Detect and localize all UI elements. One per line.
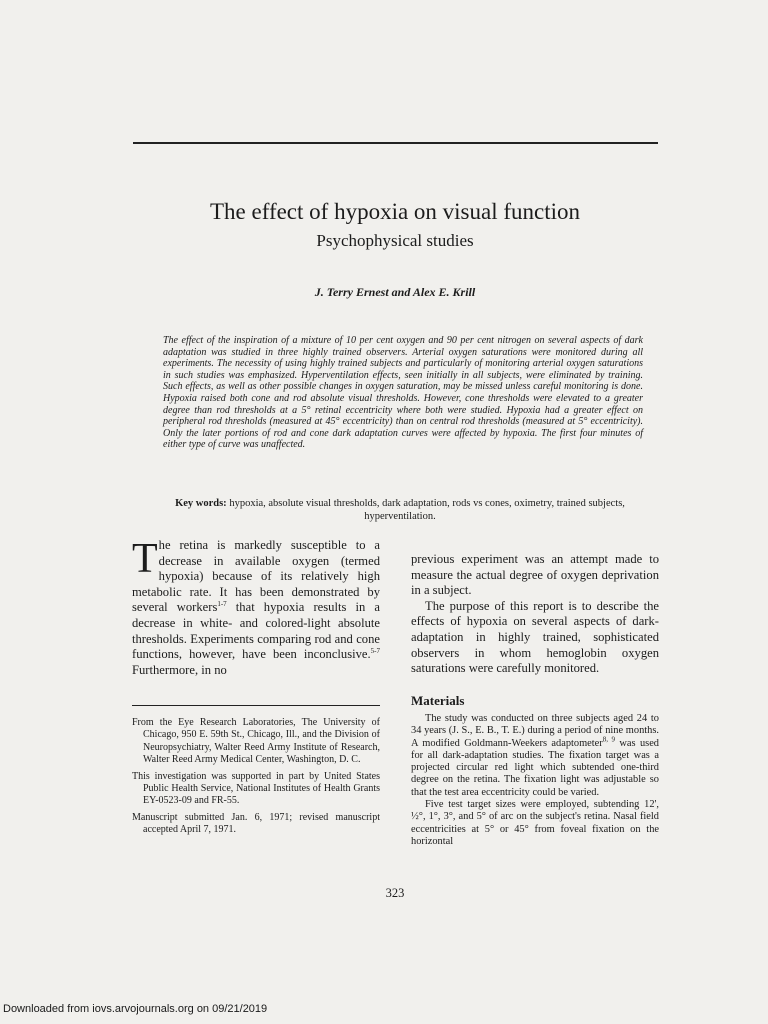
keywords-text: hypoxia, absolute visual thresholds, dark adaptation, rods vs cones, oximetry, trained subjects, hyperventilation.	[229, 498, 625, 522]
reference-superscript: 8, 9	[602, 735, 616, 744]
materials-paragraph-1	[411, 713, 659, 799]
right-paragraph-1: previous experiment was an attempt made to measure the actual degree of oxygen deprivation in a subject.	[411, 552, 659, 598]
keywords-label: Key words:	[175, 498, 227, 509]
intro-column	[132, 538, 380, 678]
intro-text-c: Furthermore, in no	[132, 662, 227, 677]
article-title: The effect of hypoxia on visual function	[209, 199, 581, 224]
intro-text-b: that hypoxia results in a decrease in white- and colored-light absolute thresholds. Experiments comparing rod and cone functions, however, have been inconclusive.	[132, 600, 380, 662]
footnote-support: This investigation was supported in part by United States Public Health Service, National Institutes of Health Grants EY-0523-09 and FR-55.	[132, 770, 380, 807]
download-watermark: Downloaded from iovs.arvojournals.org on 09/21/2019	[3, 1003, 268, 1015]
footnote-submitted: Manuscript submitted Jan. 6, 1971; revised manuscript accepted April 7, 1971.	[132, 811, 380, 836]
right-column	[411, 552, 659, 677]
materials-section	[411, 713, 659, 848]
reference-superscript: 5-7	[370, 646, 380, 655]
top-rule	[133, 142, 658, 144]
keywords	[170, 497, 630, 523]
footnote-affiliation: From the Eye Research Laboratories, The University of Chicago, 950 E. 59th St., Chicago, Ill., and the Division of Neuropsychiatry, Walter Reed Army Institute of Research, Walter Reed Army Medical Center, Washington, D. C.	[132, 717, 380, 766]
page-number: 323	[385, 886, 405, 900]
intro-paragraph	[132, 538, 380, 678]
article-authors: J. Terry Ernest and Alex E. Krill	[314, 285, 476, 299]
abstract: The effect of the inspiration of a mixture of 10 per cent oxygen and 90 per cent nitrogen on several aspects of dark adaptation was studied in three highly trained observers. Arterial oxygen saturations were monitored during all experiments. The necessity of using highly trained subjects and particularly of monitoring arterial oxygen saturations in such studies was emphasized. Hyperventilation effects, seen initially in all subjects, were eliminated by training. Such effects, as well as other possible changes in oxygen saturation, may be missed unless careful monitoring is done. Hypoxia raised both cone and rod absolute visual thresholds. However, cone thresholds were elevated to a greater degree than rod thresholds at a 5° retinal eccentricity where both were studied. Hypoxia had a greater effect on peripheral rod thresholds (measured at 45° eccentricity) than on central rod thresholds (measured at 5° eccentricity). Only the later portions of rod and cone dark adaptation curves were affected by hypoxia. The first four minutes of either type of curve was unaffected.	[163, 335, 643, 451]
footnote-rule	[132, 705, 380, 706]
materials-paragraph-2: Five test target sizes were employed, subtending 12', ½°, 1°, 3°, and 5° of arc on the subject's retina. Nasal field eccentricities at 5° or 45° from foveal fixation on the horizontal	[411, 799, 659, 847]
right-paragraph-2: The purpose of this report is to describe the effects of hypoxia on several aspects of dark-adaptation in highly trained, sophisticated observers in whom hemoglobin oxygen saturations were carefully monitored.	[411, 598, 659, 676]
drop-cap: T	[132, 536, 158, 582]
materials-text-b: was used for all dark-adaptation studies. The fixation target was a projected circular red light which subtended one-third degree on the retina. The fixation light was adjustable so that the test area eccentricity could be varied.	[411, 737, 660, 798]
footnotes	[132, 717, 380, 841]
intro-text-a: he retina is markedly susceptible to a decrease in available oxygen (termed hypoxia) because of its relatively high metabolic rate. It has been demonstrated by several workers	[132, 538, 380, 615]
reference-superscript: 1-7	[217, 600, 227, 609]
materials-text-a: The study was conducted on three subjects aged 24 to 34 years (J. S., E. B., T. E.) during a period of nine months. A modified Goldmann-Weekers adaptometer	[411, 713, 659, 749]
materials-heading: Materials	[411, 693, 465, 708]
article-subtitle: Psychophysical studies	[316, 231, 474, 250]
